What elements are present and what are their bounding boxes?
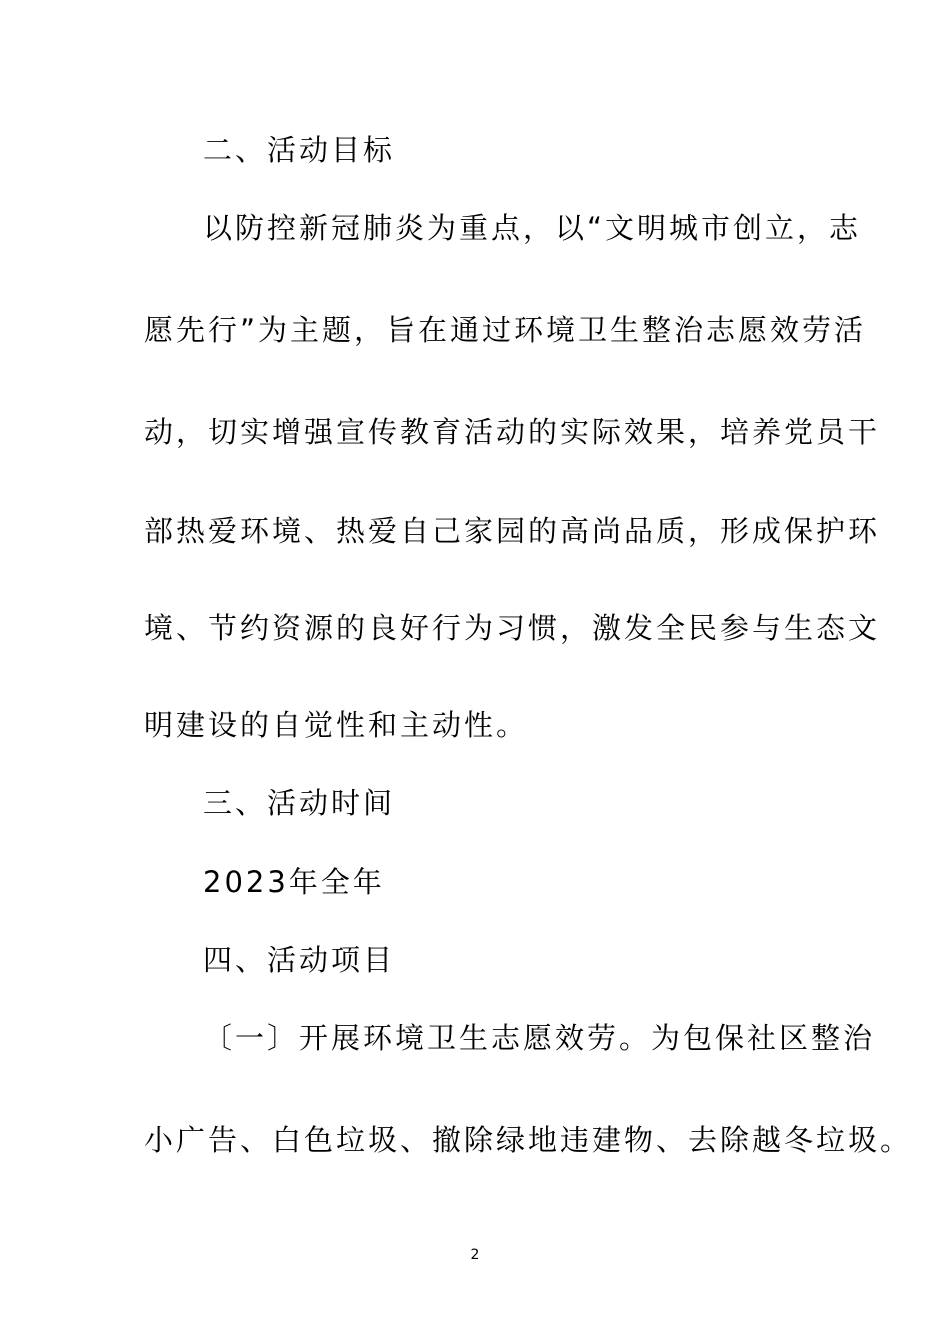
section-two-paragraph-line-5: 境、节约资源的良好行为习惯，激发全民参与生态文	[144, 611, 881, 645]
page-number: 2	[470, 1247, 480, 1263]
section-two-paragraph-line-2: 愿先行”为主题，旨在通过环境卫生整治志愿效劳活	[144, 313, 867, 347]
section-four-item-one-line-1: 〔一〕开展环境卫生志愿效劳。为包保社区整治	[203, 1021, 876, 1055]
section-two-heading: 二、活动目标	[203, 133, 396, 167]
section-two-paragraph-line-6: 明建设的自觉性和主动性。	[144, 708, 529, 742]
section-two-paragraph-line-1: 以防控新冠肺炎为重点，以“文明城市创立，志	[203, 211, 862, 245]
section-three-text: 2023年全年	[203, 865, 385, 899]
section-four-item-one-line-2: 小广告、白色垃圾、撤除绿地违建物、去除越冬垃圾。	[144, 1123, 913, 1157]
section-four-heading: 四、活动项目	[203, 943, 396, 977]
section-two-paragraph-line-4: 部热爱环境、热爱自己家园的高尚品质，形成保护环	[144, 514, 881, 548]
section-two-paragraph-line-3: 动，切实增强宣传教育活动的实际效果，培养党员干	[144, 415, 881, 449]
section-three-heading: 三、活动时间	[203, 786, 396, 820]
